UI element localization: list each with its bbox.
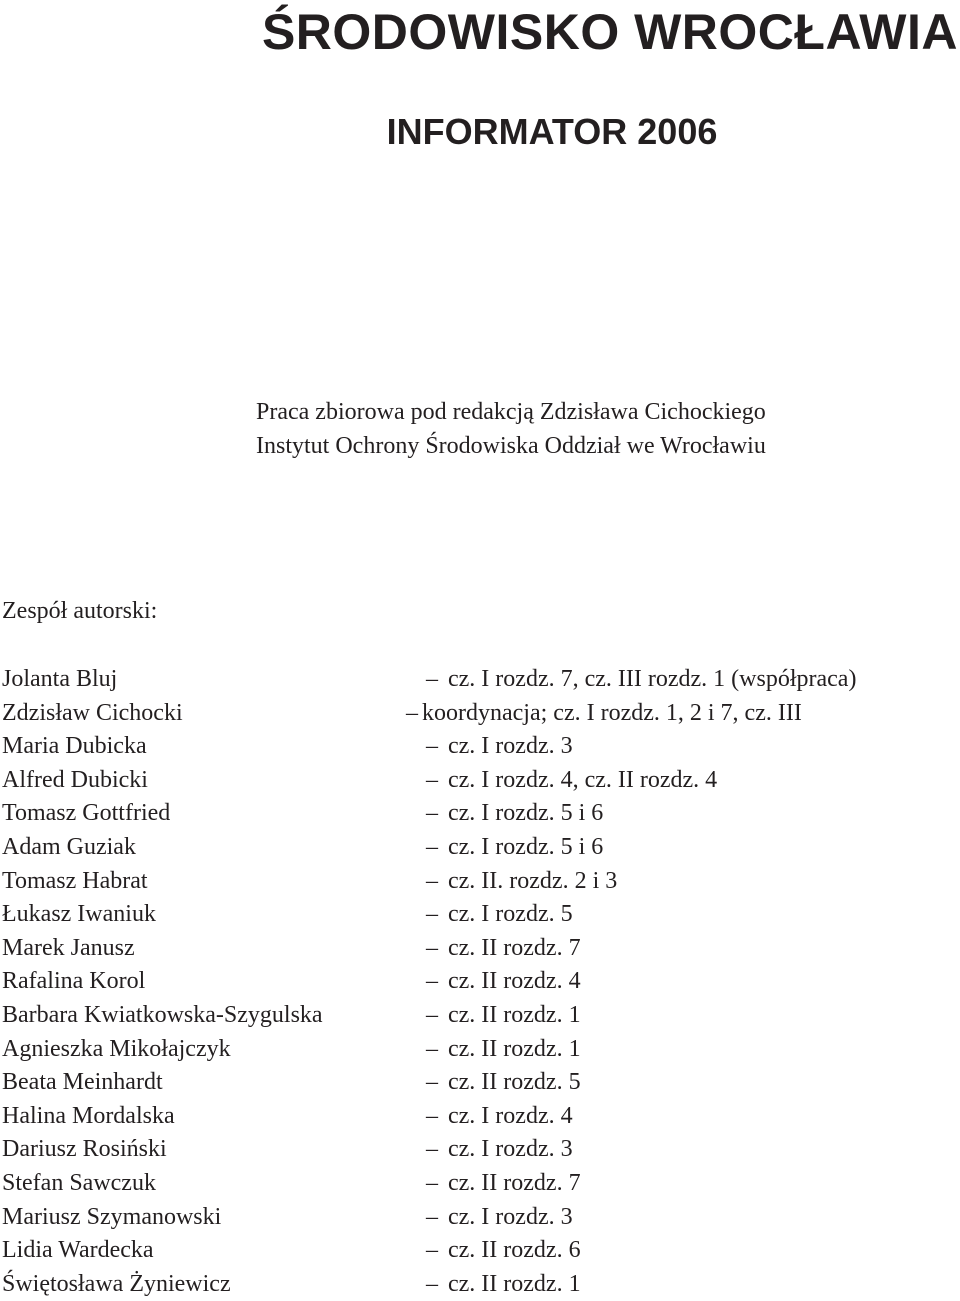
author-dash: – — [426, 968, 438, 995]
author-name: Świętosława Żyniewicz — [2, 1270, 231, 1297]
author-dash: – — [426, 1237, 438, 1264]
author-row — [2, 831, 952, 865]
author-name: Tomasz Habrat — [2, 867, 148, 894]
author-row — [2, 730, 952, 764]
author-dash: – — [426, 833, 438, 860]
document-title: ŚRODOWISKO WROCŁAWIA — [261, 4, 958, 60]
author-dash: – — [426, 800, 438, 827]
author-row — [2, 797, 952, 831]
author-contribution: cz. I rozdz. 3 — [448, 733, 573, 760]
credits-editor-line: Praca zbiorowa pod redakcją Zdzisława Cichockiego — [256, 399, 766, 425]
author-team-heading: Zespół autorski: — [2, 598, 158, 624]
author-row — [2, 1167, 952, 1201]
credits-block — [256, 395, 766, 463]
author-contribution: cz. I rozdz. 4, cz. II rozdz. 4 — [448, 766, 718, 793]
author-name: Tomasz Gottfried — [2, 800, 171, 827]
author-dash: – — [426, 1035, 438, 1062]
author-dash: – — [426, 733, 438, 760]
author-dash: – — [426, 766, 438, 793]
author-name: Agnieszka Mikołajczyk — [2, 1035, 231, 1062]
author-dash: – — [426, 1102, 438, 1129]
author-row — [2, 697, 952, 731]
author-contribution: cz. I rozdz. 7, cz. III rozdz. 1 (współpraca) — [448, 666, 857, 692]
author-contribution: cz. I rozdz. 5 i 6 — [448, 800, 604, 827]
author-dash: – — [426, 1203, 438, 1230]
author-row — [2, 965, 952, 999]
author-contribution: cz. I rozdz. 5 — [448, 901, 573, 928]
author-contribution: cz. II rozdz. 1 — [448, 1270, 581, 1297]
author-contribution: cz. I rozdz. 3 — [448, 1136, 573, 1163]
author-row — [2, 1100, 952, 1134]
author-name: Jolanta Bluj — [2, 666, 118, 692]
author-row — [2, 1201, 952, 1235]
author-name: Marek Janusz — [2, 934, 135, 961]
author-list — [2, 663, 952, 1301]
author-name: Stefan Sawczuk — [2, 1169, 156, 1196]
author-dash: – — [426, 1001, 438, 1028]
author-name: Beata Meinhardt — [2, 1069, 163, 1096]
author-row — [2, 898, 952, 932]
author-contribution: cz. II rozdz. 5 — [448, 1069, 581, 1096]
author-name: Mariusz Szymanowski — [2, 1203, 222, 1230]
credits-institute-line: Instytut Ochrony Środowiska Oddział we Wrocławiu — [256, 433, 766, 459]
author-dash: – — [426, 1069, 438, 1096]
author-contribution: cz. I rozdz. 4 — [448, 1102, 573, 1129]
author-row — [2, 999, 952, 1033]
author-contribution: cz. I rozdz. 5 i 6 — [448, 833, 604, 860]
author-row — [2, 1033, 952, 1067]
author-name: Łukasz Iwaniuk — [2, 901, 156, 928]
author-contribution: cz. II rozdz. 6 — [448, 1237, 581, 1264]
author-contribution: cz. II rozdz. 1 — [448, 1035, 581, 1062]
author-dash: – — [426, 867, 438, 894]
author-dash: – — [426, 901, 438, 928]
author-row — [2, 1234, 952, 1268]
author-row — [2, 865, 952, 899]
author-row — [2, 1268, 952, 1301]
author-dash: – — [426, 934, 438, 961]
author-contribution: cz. II rozdz. 7 — [448, 1169, 581, 1196]
author-name: Dariusz Rosiński — [2, 1136, 167, 1163]
author-row — [2, 1066, 952, 1100]
author-row — [2, 1133, 952, 1167]
author-name: Rafalina Korol — [2, 968, 146, 995]
author-dash: – — [426, 666, 438, 692]
author-name: Lidia Wardecka — [2, 1237, 154, 1264]
author-contribution: koordynacja; cz. I rozdz. 1, 2 i 7, cz. III — [422, 699, 802, 726]
author-contribution: cz. II rozdz. 1 — [448, 1001, 581, 1028]
author-dash: – — [426, 1169, 438, 1196]
author-name: Adam Guziak — [2, 833, 136, 860]
document-subtitle: INFORMATOR 2006 — [386, 111, 718, 152]
author-dash: – — [426, 1136, 438, 1163]
author-row — [2, 663, 952, 697]
author-dash: – — [426, 1270, 438, 1297]
author-name: Zdzisław Cichocki — [2, 699, 183, 726]
author-row — [2, 932, 952, 966]
author-contribution: cz. I rozdz. 3 — [448, 1203, 573, 1230]
author-row — [2, 764, 952, 798]
author-name: Maria Dubicka — [2, 733, 147, 760]
author-contribution: cz. II rozdz. 4 — [448, 968, 581, 995]
author-name: Barbara Kwiatkowska-Szygulska — [2, 1001, 323, 1028]
author-contribution: cz. II rozdz. 7 — [448, 934, 581, 961]
author-name: Halina Mordalska — [2, 1102, 175, 1129]
author-contribution: cz. II. rozdz. 2 i 3 — [448, 867, 618, 894]
author-dash: – — [406, 699, 418, 726]
author-name: Alfred Dubicki — [2, 766, 148, 793]
